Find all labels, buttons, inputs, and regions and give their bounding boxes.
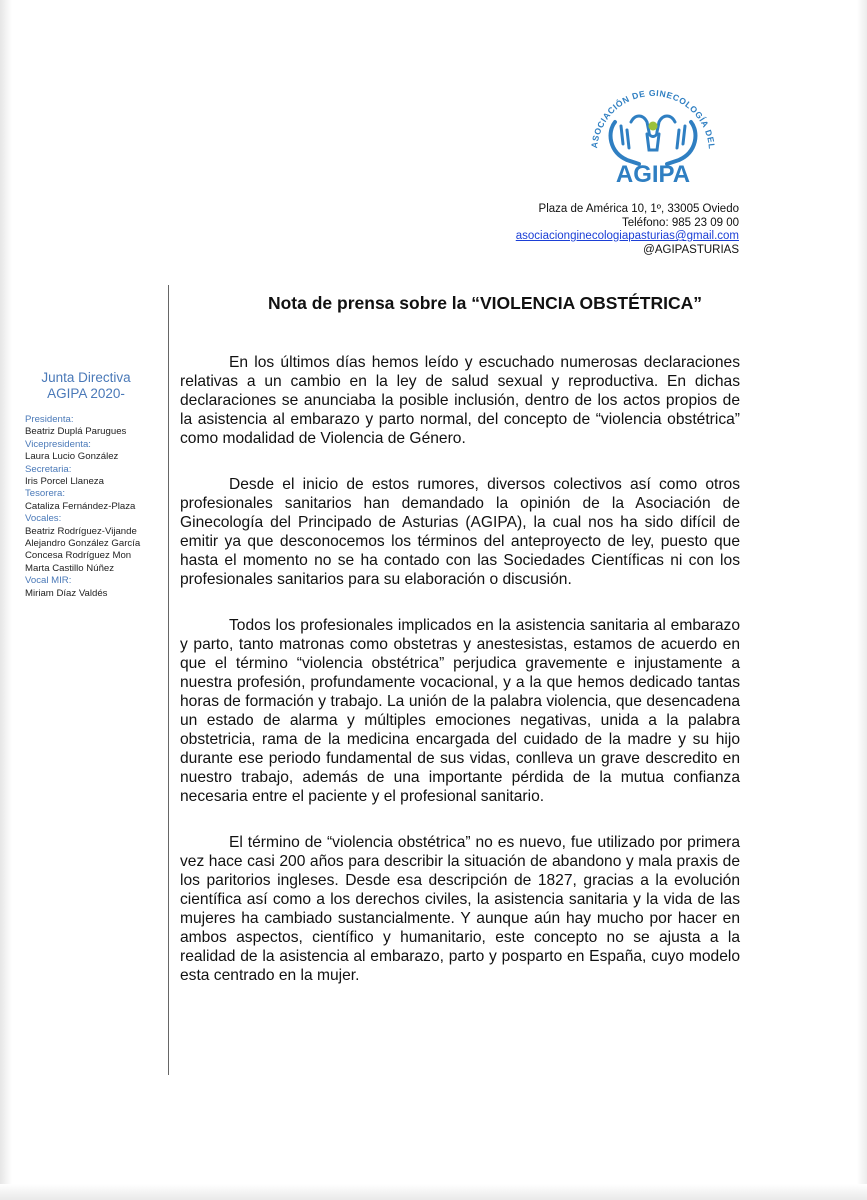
board-member-name: Cataliza Fernández-Plaza — [25, 500, 136, 512]
sidebar-subtitle: AGIPA 2020- — [47, 386, 125, 401]
board-member-name: Alejandro González García — [25, 538, 141, 550]
board-member-name: Miriam Díaz Valdés — [25, 587, 108, 599]
board-role-label: Vocal MIR: — [25, 575, 72, 587]
body-paragraph: Todos los profesionales implicados en la asistencia sanitaria al embarazo y parto, tanto matronas como obstetras y anestesistas, estamos de acuerdo en que el término “violencia obstétrica” perjudica gravemente e injustamente a nuestra profesión, profundamente vocacional, y a la que hemos dedicado tantas horas de formación y trabajo. La unión de la palabra violencia, que desencadena un estado de alarma y múltiples emociones negativas, unida a la palabra obstetricia, rama de la medicina encargada del cuidado de la madre y su hijo durante ese periodo fundamental de sus vidas, conlleva un grave descredito en nuestro trabajo, además de una importante pérdida de la mutua confianza necesaria entre el paciente y el profesional sanitario. — [180, 617, 740, 805]
board-role-label: Tesorera: — [25, 488, 65, 500]
board-member-name: Laura Lucio González — [25, 451, 119, 463]
body-paragraph: En los últimos días hemos leído y escuchado numerosas declaraciones relativas a un cambio en la ley de salud sexual y reproductiva. En dichas declaraciones se anunciaba la posible inclusión, dentro de los actos propios de la asistencia al embarazo y parto normal, del concepto de “violencia obstétrica” como modalidad de Violencia de Género. — [180, 354, 740, 447]
press-release-title: Nota de prensa sobre la “VIOLENCIA OBSTÉTRICA” — [267, 293, 702, 313]
board-member-name: Iris Porcel Llaneza — [25, 476, 104, 488]
contact-email-link[interactable]: asociacionginecologiapasturias@gmail.com — [515, 230, 739, 242]
board-member-list — [25, 414, 165, 600]
logo-ring-text: ASOCIACIÓN DE GINECOLOGÍA DEL — [589, 87, 717, 150]
board-member-name: Concesa Rodríguez Mon — [25, 550, 132, 562]
agipa-logo — [577, 60, 729, 212]
sidebar-title: Junta Directiva — [41, 370, 131, 385]
board-role-label: Presidenta: — [25, 414, 74, 425]
agipa-logo-graphic — [577, 60, 729, 212]
page-edge-shadow — [0, 0, 12, 1200]
contact-social-handle: @AGIPASTURIAS — [643, 243, 739, 256]
logo-accent-dot — [649, 122, 658, 131]
body-paragraph: Desde el inicio de estos rumores, diversos colectivos así como otros profesionales sanitarios han demandado la opinión de la Asociación de Ginecología del Principado de Asturias (AGIPA), la cual nos ha sido difícil de emitir ya que desconocemos los términos del anteproyecto de ley, puesto que hasta el momento no se ha contado con las Sociedades Científicas ni con los profesionales sanitarios para su elaboración o discusión. — [180, 476, 740, 588]
board-sidebar — [25, 370, 165, 600]
contact-address: Plaza de América 10, 1º, 33005 Oviedo — [538, 203, 739, 215]
board-member-name: Beatriz Duplá Parugues — [25, 426, 127, 438]
contact-block — [419, 203, 739, 257]
board-member-name: Marta Castillo Núñez — [25, 562, 115, 574]
vertical-divider — [168, 285, 169, 1075]
page-edge-shadow — [0, 1184, 867, 1200]
board-role-label: Vicepresidenta: — [25, 438, 91, 450]
page-edge-shadow — [857, 0, 867, 1200]
board-role-label: Vocales: — [25, 513, 62, 525]
logo-acronym: AGIPA — [615, 161, 691, 188]
body-paragraph: El término de “violencia obstétrica” no es nuevo, fue utilizado por primera vez hace casi 200 años para describir la situación de abandono y mala praxis de los paritorios ingleses. Desde esa descripción de 1827, gracias a la evolución científica así como a los derechos civiles, la asistencia sanitaria y la vida de las mujeres ha cambiado sustancialmente. Y aunque aún hay mucho por hacer en ambos aspectos, científico y humanitario, este concepto no se ajusta a la realidad de la asistencia al embarazo, parto y posparto en España, cuyo modelo esta centrado en la mujer. — [180, 834, 740, 984]
press-release-body — [180, 353, 740, 1012]
board-role-label: Secretaria: — [25, 463, 72, 475]
board-member-name: Beatriz Rodríguez-Vijande — [25, 525, 137, 537]
contact-phone: Teléfono: 985 23 09 00 — [621, 216, 739, 229]
